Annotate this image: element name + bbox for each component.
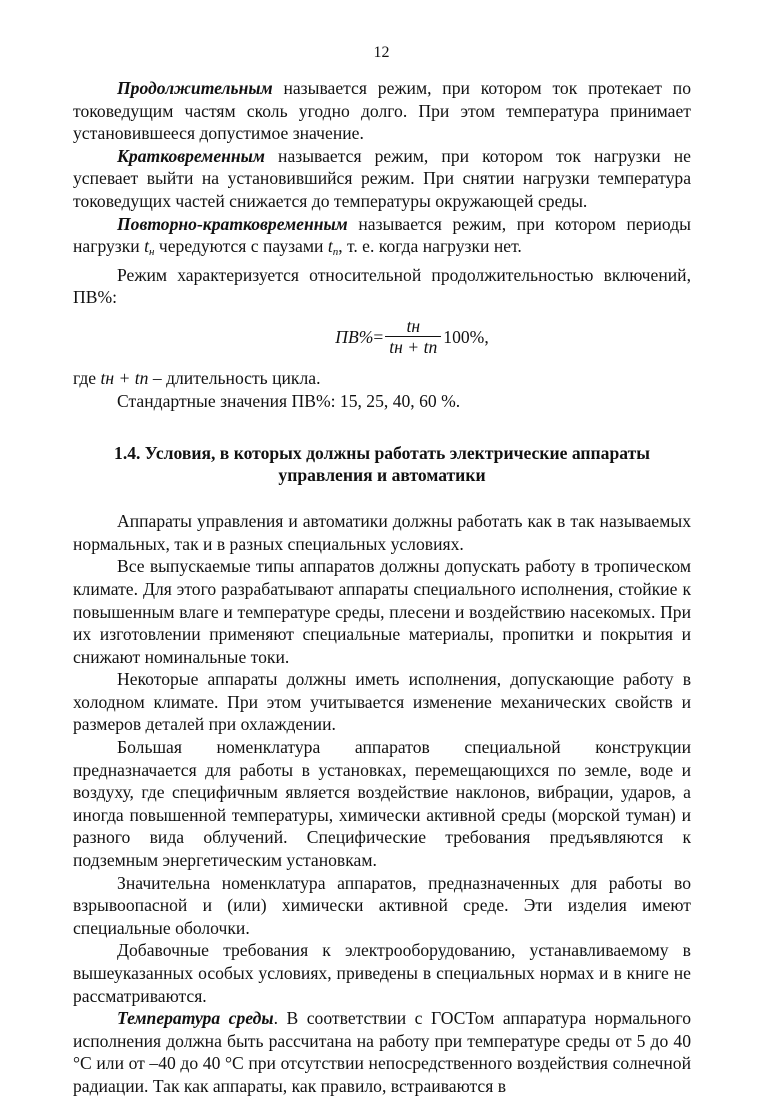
paragraph-text: где	[73, 367, 101, 388]
term-short-term: Кратковременным	[117, 145, 265, 166]
formula-equals: =	[373, 326, 384, 347]
paragraph-body-2: Все выпускаемые типы аппаратов должны допускать работу в тропическом климате. Для этого разрабатывают аппараты специального исполнения, стойкие к повышенным влаге и температуре среды, плесени и воздействию насекомых. При их изготовлении применяют специальные материалы, пропитки и покрытия и снижают номинальные токи.	[73, 556, 691, 667]
paragraph-body-4: Большая номенклатура аппаратов специальной конструкции предназначается для работы в установках, перемещающихся по земле, воде и воздуху, где специфичным является воздействие наклонов, вибрации, ударов, а иногда повышенной температуры, химически активной среды (морской туман) и разного вида облучений. Специфические требования предъявляются к подземным энергетическим установкам.	[73, 737, 691, 871]
term-intermittent: Повторно-кратковременным	[117, 213, 348, 234]
duty-cycle-formula	[133, 311, 691, 363]
formula-tail: 100%,	[443, 326, 489, 347]
page-content	[73, 77, 691, 1098]
paragraph-text: называется режим, при котором ток протекает по токоведущим частям сколь угодно долго. При этом температура принимает установившееся допустимое значение.	[73, 78, 691, 144]
paragraph-short-term-mode	[73, 145, 691, 213]
section-heading-line1: 1.4. Условия, в которых должны работать электрические аппараты	[114, 443, 650, 464]
paragraph-text: называется режим, при котором ток нагрузки не успевает выйти на установившийся режим. При снятии нагрузки температура токоведущих частей снижается до температуры окружающей среды.	[73, 145, 691, 211]
paragraph-text: чередуются с паузами	[154, 236, 328, 257]
paragraph-duty-cycle: Режим характеризуется относительной продолжительностью включений, ПВ%:	[73, 264, 691, 308]
formula-numerator: tн	[406, 316, 421, 337]
formula-fraction	[385, 316, 441, 357]
paragraph-body-5: Значительна номенклатура аппаратов, предназначенных для работы во взрывоопасной и (или) химически активной среде. Эти изделия имеют специальные оболочки.	[73, 872, 691, 938]
subscript-p: п	[332, 246, 339, 259]
paragraph-intermittent-mode	[73, 213, 691, 264]
paragraph-body-3: Некоторые аппараты должны иметь исполнения, допускающие работу в холодном климате. При этом учитывается изменение механических свойств и размеров деталей при охлаждении.	[73, 669, 691, 735]
paragraph-text: – длительность цикла.	[148, 367, 321, 388]
paragraph-standard-values: Стандартные значения ПВ%: 15, 25, 40, 60 %.	[117, 390, 461, 411]
cycle-expression: tн + tп	[100, 367, 149, 388]
paragraph-text: . В соответствии с ГОСТом аппаратура нормального исполнения должна быть рассчитана на работу при температуре среды от 5 до 40 °С или от –40 до 40 °С при отсутствии непосредственного воздействия солнечной радиации. Так как аппараты, как правило, встраиваются в	[73, 1008, 691, 1096]
paragraph-continuous-mode	[73, 77, 691, 145]
section-heading	[73, 442, 691, 486]
paragraph-temperature	[73, 1007, 691, 1097]
paragraph-body-6: Добавочные требования к электрооборудованию, устанавливаемому в вышеуказанных особых условиях, приведены в специальных нормах и в книге не рассматриваются.	[73, 940, 691, 1006]
page-number: 12	[373, 44, 390, 61]
term-continuous: Продолжительным	[117, 78, 273, 98]
symbol-t: t	[144, 236, 150, 257]
formula-denominator: tн + tп	[385, 336, 441, 357]
paragraph-body-1: Аппараты управления и автоматики должны работать как в так называемых нормальных, так и в разных специальных условиях.	[73, 511, 691, 554]
section-heading-line2: управления и автоматики	[278, 465, 486, 486]
term-temperature: Температура среды	[117, 1008, 274, 1029]
paragraph-text: , т. е. когда нагрузки нет.	[338, 236, 522, 257]
subscript-n: н	[149, 246, 155, 259]
paragraph-text: называется режим, при котором периоды нагрузки	[73, 213, 691, 257]
formula-lhs: ПВ%	[335, 326, 374, 347]
symbol-t: t	[327, 236, 333, 257]
paragraph-cycle-definition	[73, 367, 691, 390]
